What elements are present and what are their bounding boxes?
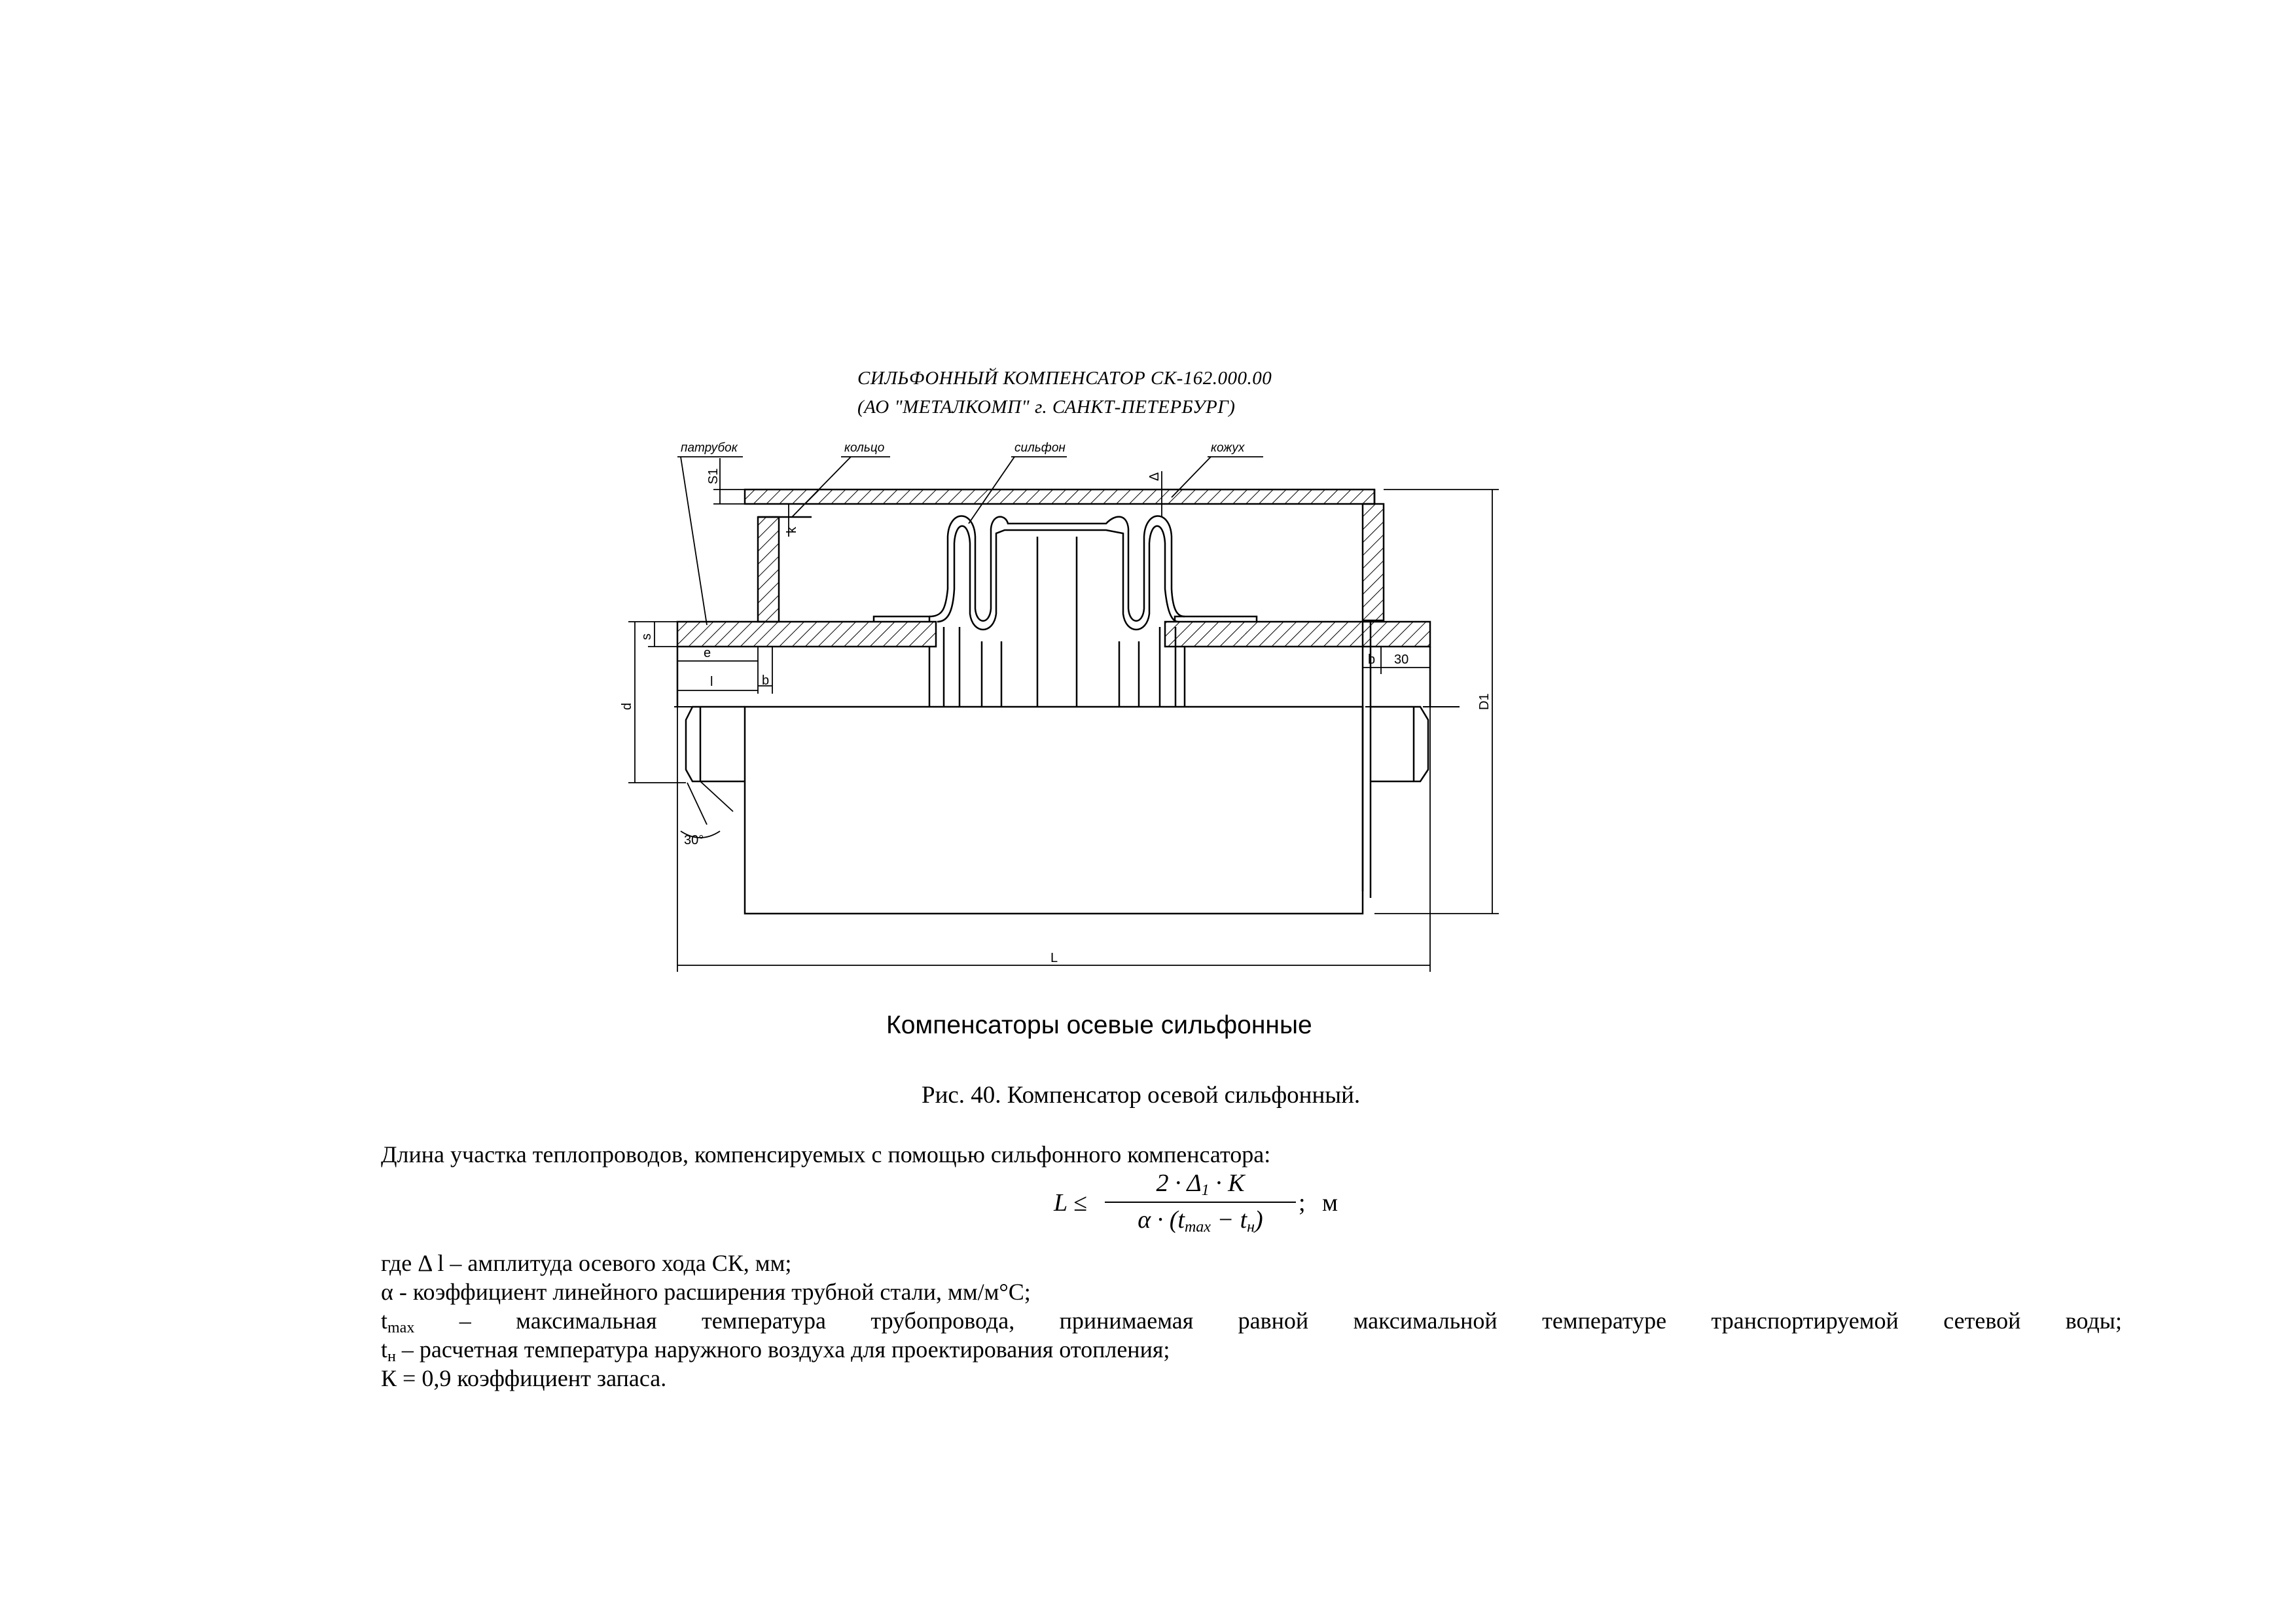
dim-angle: 30° <box>684 833 704 847</box>
legend-line2: α - коэффициент линейного расширения трубной стали, мм/м°С; <box>381 1279 1031 1305</box>
pipe-left-band <box>677 622 936 647</box>
label-koltso: кольцо <box>844 441 885 455</box>
dim-b: b <box>762 673 770 688</box>
legend-line3: $t_{max}$ – максимальная температура трубопровода, принимаемая равной максимальной температуре транспортируемой сетевой воды; <box>381 1308 2122 1336</box>
dim-d: d <box>620 702 634 710</box>
dim-s: s <box>639 633 654 640</box>
fraction-bar <box>1105 1202 1296 1203</box>
pipe-left-end <box>686 707 745 781</box>
drawing-title-line1: СИЛЬФОННЫЙ КОМПЕНСАТОР СК-162.000.00 <box>857 368 1272 389</box>
dim-delta: Δ <box>1147 472 1162 481</box>
drawing-title-line2: (АО "МЕТАЛКОМП" г. САНКТ-ПЕТЕРБУРГ) <box>857 397 1236 418</box>
label-silfon: сильфон <box>1014 441 1066 455</box>
formula-unit: м <box>1322 1189 1338 1217</box>
dim-D1: D1 <box>1477 693 1492 710</box>
pipe-body <box>745 707 1363 914</box>
dim-thirty: 30 <box>1394 652 1409 667</box>
bellows-inner <box>937 526 1178 630</box>
pipe-right-band <box>1165 622 1430 647</box>
legend-line5: К = 0,9 коэффициент запаса. <box>381 1365 667 1391</box>
legend-line4: $t_н$ – расчетная температура наружного воздуха для проектирования отопления; <box>381 1336 1170 1365</box>
dim-l: l <box>710 675 713 689</box>
dim-b-right: b <box>1368 652 1376 667</box>
dim-L: L <box>1050 951 1058 965</box>
ring-plate <box>758 517 779 622</box>
intro-text: Длина участка теплопроводов, компенсируемых с помощью сильфонного компенсатора: <box>381 1141 1271 1168</box>
formula-tail: ; <box>1299 1189 1306 1217</box>
dim-S1: S1 <box>706 468 721 484</box>
label-kozhukh: кожух <box>1211 441 1245 455</box>
dim-e: e <box>704 646 711 660</box>
section-heading: Компенсаторы осевые сильфонные <box>886 1011 1312 1039</box>
casing-shell <box>745 490 1374 504</box>
pipe-right-end <box>1371 707 1428 781</box>
legend <box>381 1249 2122 1393</box>
casing-right-wall <box>1363 504 1384 620</box>
legend-line1: где Δ l – амплитуда осевого хода СК, мм; <box>381 1250 792 1276</box>
formula: L ≤ $2 \cdot \Delta_1 \cdot K$ $\alpha \cdot (t_{max} - t_н)$ ; м <box>1054 1169 1338 1236</box>
figure-caption: Рис. 40. Компенсатор осевой сильфонный. <box>922 1082 1361 1109</box>
dim-k: k <box>785 527 799 533</box>
label-patrubok: патрубок <box>681 441 738 455</box>
formula-lhs: L ≤ <box>1054 1189 1087 1217</box>
formula-numerator: 2 · Δ <box>1156 1169 1202 1197</box>
